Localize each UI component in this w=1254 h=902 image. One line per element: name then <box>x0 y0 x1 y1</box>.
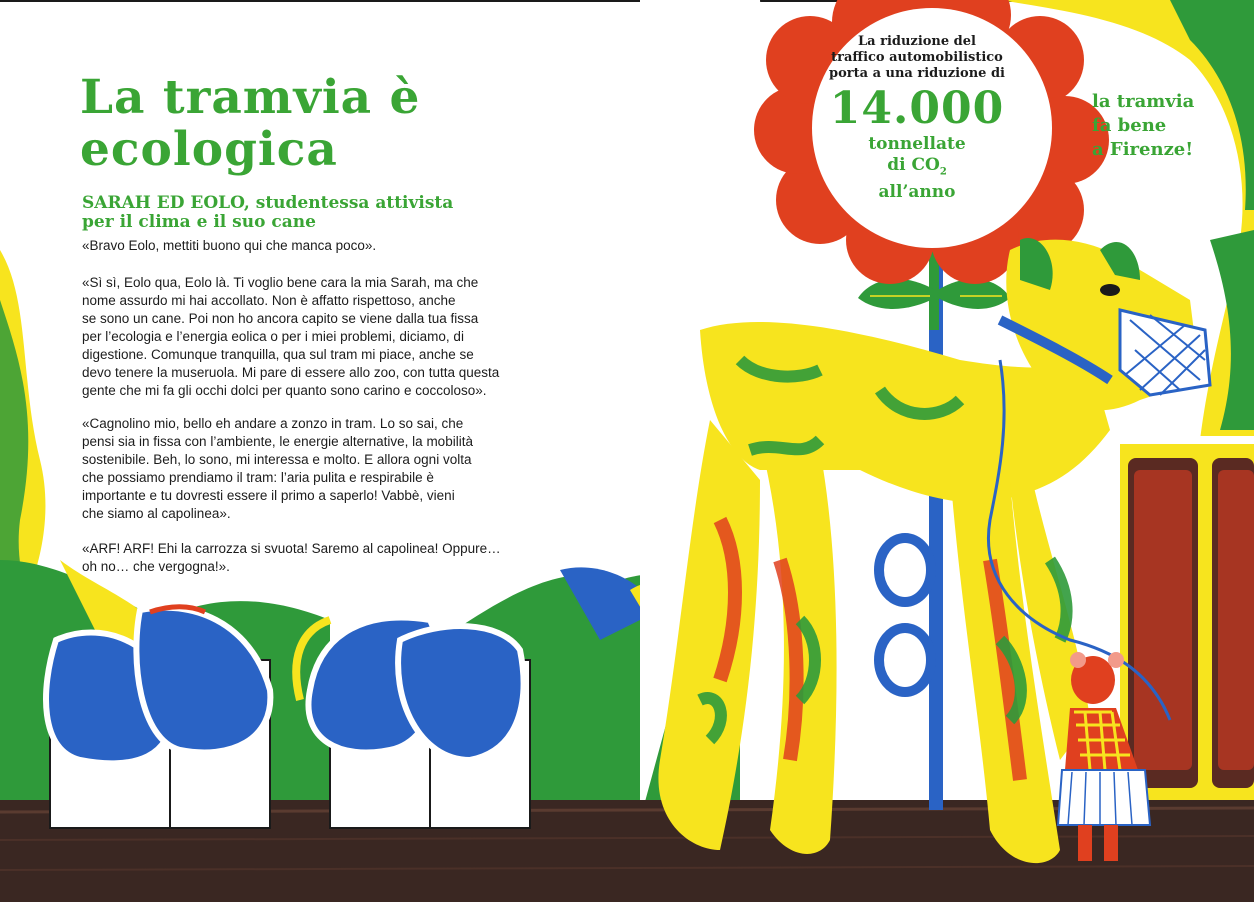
dialogue-paragraph <box>82 274 499 400</box>
paragraph-line: che possiamo prendiamo il tram: l’aria pulita e respirabile è <box>82 470 434 485</box>
fact-number: 14.000 <box>829 83 1005 134</box>
fact-line: porta a una riduzione di <box>829 66 1005 81</box>
paragraph-line: devo tenere la museruola. Mi pare di essere allo zoo, con tutta questa <box>82 365 500 380</box>
slogan-line: fa bene <box>1092 115 1167 136</box>
slogan-line: a Firenze! <box>1092 139 1194 160</box>
fact-line: La riduzione del <box>858 34 976 49</box>
page-title-line: La tramvia è <box>80 70 421 125</box>
paragraph-line: digestione. Comunque tranquilla, qua sul tram mi piace, anche se <box>82 347 474 362</box>
paragraph-line: nome assurdo mi hai accollato. Non è affatto rispettoso, anche <box>82 293 456 308</box>
fact-unit: all’anno <box>878 182 956 203</box>
co2-label: di CO <box>887 155 940 175</box>
fact-unit: tonnellate <box>868 134 966 154</box>
paragraph-line: per l’ecologia e l’energia eolica o per i miei problemi, diciamo, di <box>82 329 464 344</box>
section-subtitle <box>82 194 453 232</box>
paragraph-line: sostenibile. Beh, lo sono, mi interessa e molto. E allora ogni volta <box>82 452 472 467</box>
fact-unit-co2 <box>812 155 1022 182</box>
dialogue-paragraph <box>82 540 501 576</box>
fact-line: traffico automobilistico <box>831 50 1003 65</box>
paragraph-line: «Sì sì, Eolo qua, Eolo là. Ti voglio bene cara la mia Sarah, ma che <box>82 275 479 290</box>
page-title-line: ecologica <box>80 122 338 177</box>
paragraph-line: pensi sia in fissa con l’ambiente, le energie alternative, la mobilità <box>82 434 473 449</box>
paragraph-line: «Cagnolino mio, bello eh andare a zonzo in tram. Lo so sai, che <box>82 416 464 431</box>
page-title <box>80 72 420 176</box>
slogan <box>1092 90 1194 162</box>
paragraph-line: oh no… che vergogna!». <box>82 559 230 574</box>
co2-fact <box>812 34 1022 203</box>
paragraph-line: se sono un cane. Poi non ho ancora capito se viene dalla tua fissa <box>82 311 479 326</box>
subtitle-line: SARAH ED EOLO, studentessa attivista <box>82 193 454 213</box>
paragraph-line: gente che mi fa gli occhi dolci per quanto sono carino e coccoloso». <box>82 383 487 398</box>
paragraph-line: «ARF! ARF! Ehi la carrozza si svuota! Saremo al capolinea! Oppure… <box>82 541 501 556</box>
paragraph-line: «Bravo Eolo, mettiti buono qui che manca poco». <box>82 238 377 253</box>
paragraph-line: che siamo al capolinea». <box>82 506 231 521</box>
slogan-line: la tramvia <box>1092 91 1195 112</box>
paragraph-line: importante e tu dovresti essere il primo a saperlo! Vabbè, vieni <box>82 488 455 503</box>
subtitle-line: per il clima e il suo cane <box>82 212 316 232</box>
dialogue-paragraph <box>82 415 473 523</box>
co2-subscript: 2 <box>939 166 947 178</box>
dialogue-paragraph <box>82 237 376 255</box>
